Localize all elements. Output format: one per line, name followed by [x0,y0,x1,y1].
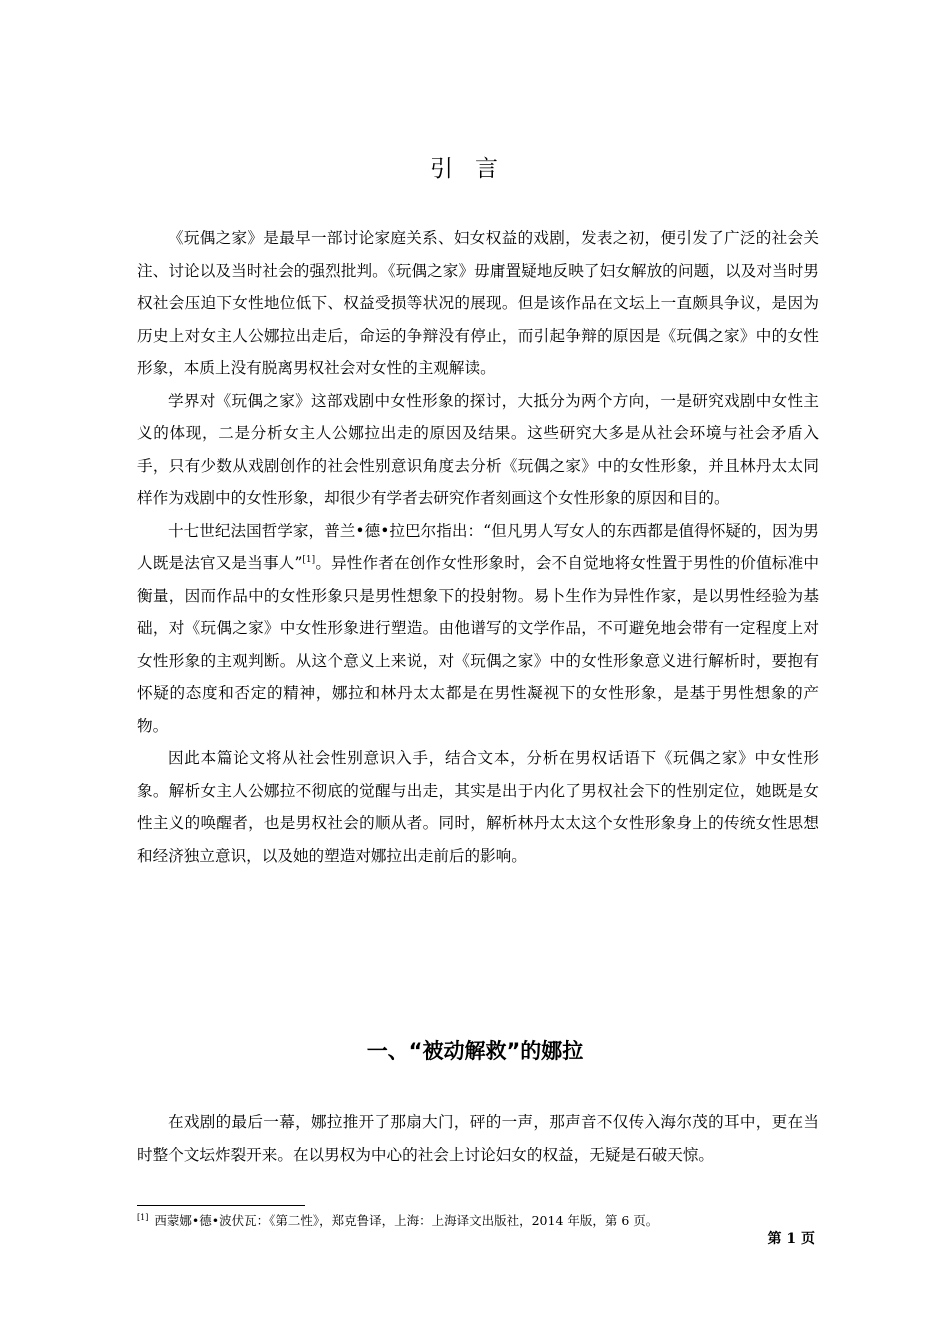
intro-paragraph-4: 因此本篇论文将从社会性别意识入手，结合文本，分析在男权话语下《玩偶之家》中女性形象。解析女主人公娜拉不彻底的觉醒与出走，其实是出于内化了男权社会下的性别定位，她既是女性主义的唤醒者，也是男权社会的顺从者。同时，解析林丹太太这个女性形象身上的传统女性思想和经济独立意识，以及她的塑造对娜拉出走前后的影响。 [137,749,819,865]
intro-paragraph-3 [137,515,819,743]
footnote [137,1212,658,1230]
footnote-reference-mark[interactable]: [1] [302,554,316,565]
footnote-divider [137,1205,305,1206]
intro-paragraph-2: 学界对《玩偶之家》这部戏剧中女性形象的探讨，大抵分为两个方向，一是研究戏剧中女性主义的体现，二是分析女主人公娜拉出走的原因及结果。这些研究大多是从社会环境与社会矛盾入手，只有少数从戏剧创作的社会性别意识角度去分析《玩偶之家》中的女性形象，并且林丹太太同样作为戏剧中的女性形象，却很少有学者去研究作者刻画这个女性形象的原因和目的。 [137,391,819,507]
section-body [137,1106,819,1171]
section-heading: 一、“被动解救”的娜拉 [366,1039,584,1063]
quote-text: 十七世纪法国哲学家，普兰•德•拉巴尔指出：“但凡男人写女人的东西都是值得怀疑的，因为男人既是法官又是当事人” [137,521,819,572]
intro-paragraph-1: 《玩偶之家》是最早一部讨论家庭关系、妇女权益的戏剧，发表之初，便引发了广泛的社会关注、讨论以及当时社会的强烈批判。《玩偶之家》毋庸置疑地反映了妇女解放的问题，以及对当时男权社会压迫下女性地位低下、权益受损等状况的展现。但是该作品在文坛上一直颇具争议，是因为历史上对女主人公娜拉出走后，命运的争辩没有停止，而引起争辩的原因是《玩偶之家》中的女性形象，本质上没有脱离男权社会对女性的主观解读。 [137,229,819,377]
footnote-text: 西蒙娜•德•波伏瓦：《第二性》，郑克鲁译，上海：上海译文出版社，2014 年版，第 6 页。 [154,1213,659,1228]
page-title: 引言 [430,156,520,182]
section-paragraph-1: 在戏剧的最后一幕，娜拉推开了那扇大门，砰的一声，那声音不仅传入海尔茂的耳中，更在当时整个文坛炸裂开来。在以男权为中心的社会上讨论妇女的权益，无疑是石破天惊。 [137,1113,819,1164]
introduction-body [137,222,819,872]
footnote-number: [1] [137,1212,149,1222]
quote-continuation-text: 。异性作者在创作女性形象时，会不自觉地将女性置于男性的价值标准中衡量，因而作品中的女性形象只是男性想象下的投射物。易卜生作为异性作家，是以男性经验为基础，对《玩偶之家》中女性形象进行塑造。由他谱写的文学作品，不可避免地会带有一定程度上对女性形象的主观判断。从这个意义上来说，对《玩偶之家》中的女性形象意义进行解析时，要抱有怀疑的态度和否定的精神，娜拉和林丹太太都是在男性凝视下的女性形象，是基于男性想象的产物。 [137,554,819,735]
page-number: 第 1 页 [767,1231,815,1247]
